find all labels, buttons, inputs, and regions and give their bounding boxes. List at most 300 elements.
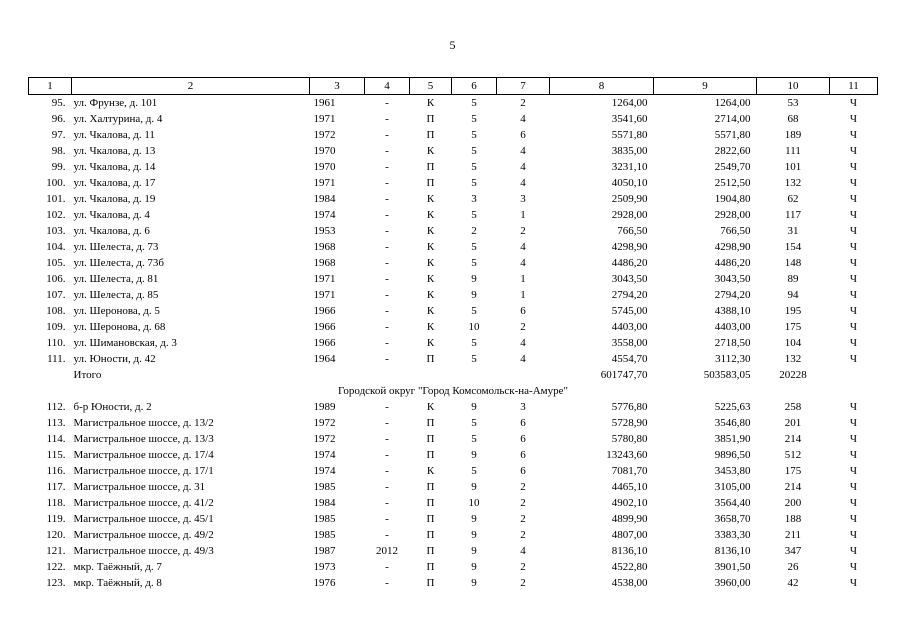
wall-material-cell: К: [426, 337, 435, 349]
category-cell: Ч: [849, 289, 858, 301]
header-cell: 11: [830, 78, 878, 95]
address-cell: Магистральное шоссе, д. 13/2: [73, 417, 214, 429]
header-cell: 10: [757, 78, 830, 95]
living-area-cell: 3564,40: [714, 497, 751, 509]
year-built-cell: 1953: [313, 225, 336, 237]
entrances-cell: 1: [520, 273, 526, 285]
row-number-cell: 110.: [46, 337, 66, 349]
total-area-cell: 5780,80: [611, 433, 648, 445]
entrances-cell: 2: [520, 497, 526, 509]
floors-cell: 5: [471, 353, 477, 365]
category-cell: Ч: [849, 401, 858, 413]
residents-cell: 101: [784, 161, 802, 173]
row-number-cell: 111.: [47, 353, 66, 365]
total-area-cell: 3558,00: [611, 337, 648, 349]
floors-cell: 5: [471, 177, 477, 189]
entrances-cell: 4: [520, 241, 526, 253]
address-cell: ул. Чкалова, д. 14: [73, 161, 156, 173]
residents-cell: 512: [784, 449, 802, 461]
year-reconstructed-cell: -: [385, 129, 389, 141]
address-cell: ул. Халтурина, д. 4: [73, 113, 163, 125]
year-built-cell: 1971: [313, 113, 336, 125]
year-reconstructed-cell: 2012: [376, 545, 398, 557]
floors-cell: 5: [471, 209, 477, 221]
entrances-cell: 2: [520, 97, 526, 109]
row-number-cell: 103.: [46, 225, 66, 237]
floors-cell: 5: [471, 145, 477, 157]
wall-material-cell: П: [426, 449, 435, 461]
category-cell: Ч: [849, 273, 858, 285]
total-area-cell: 3835,00: [611, 145, 648, 157]
header-cell: 2: [72, 78, 310, 95]
entrances-cell: 2: [520, 321, 526, 333]
year-built-cell: 1970: [313, 145, 336, 157]
year-reconstructed-cell: -: [385, 449, 389, 461]
category-cell: Ч: [849, 129, 858, 141]
table-row: [29, 207, 878, 223]
floors-cell: 5: [471, 129, 477, 141]
header-cell: 6: [452, 78, 497, 95]
year-built-cell: 1987: [313, 545, 336, 557]
row-number-cell: 119.: [46, 513, 66, 525]
year-reconstructed-cell: -: [385, 193, 389, 205]
row-number-cell: 115.: [46, 449, 66, 461]
year-reconstructed-cell: -: [385, 161, 389, 173]
year-built-cell: 1968: [313, 241, 336, 253]
floors-cell: 5: [471, 113, 477, 125]
year-built-cell: 1976: [313, 577, 336, 589]
total-area-cell: 4902,10: [611, 497, 648, 509]
total-area-cell: 4538,00: [611, 577, 648, 589]
wall-material-cell: П: [426, 417, 435, 429]
year-reconstructed-cell: -: [385, 97, 389, 109]
living-area-cell: 9896,50: [714, 449, 751, 461]
table-row: [29, 463, 878, 479]
total-entrances-cell: [497, 367, 550, 383]
entrances-cell: 2: [520, 513, 526, 525]
row-number-cell: 98.: [51, 145, 66, 157]
category-cell: Ч: [849, 193, 858, 205]
total-area-cell: 4298,90: [611, 241, 648, 253]
page-number: 5: [449, 38, 456, 52]
floors-cell: 5: [471, 465, 477, 477]
row-number-cell: 97.: [51, 129, 66, 141]
floors-cell: 10: [468, 497, 480, 509]
year-built-cell: 1973: [313, 561, 336, 573]
row-number-cell: 101.: [46, 193, 66, 205]
address-cell: Магистральное шоссе, д. 45/1: [73, 513, 214, 525]
address-cell: Магистральное шоссе, д. 41/2: [73, 497, 214, 509]
address-cell: ул. Шелеста, д. 85: [73, 289, 159, 301]
entrances-cell: 6: [520, 417, 526, 429]
total-area-cell: 4554,70: [611, 353, 648, 365]
wall-material-cell: К: [426, 401, 435, 413]
table-row: [29, 575, 878, 591]
entrances-cell: 6: [520, 433, 526, 445]
row-number-cell: 113.: [46, 417, 66, 429]
table-row: [29, 127, 878, 143]
floors-cell: 9: [471, 481, 477, 493]
entrances-cell: 4: [520, 257, 526, 269]
residents-cell: 26: [787, 561, 799, 573]
residents-cell: 62: [787, 193, 799, 205]
floors-cell: 5: [471, 97, 477, 109]
row-number-cell: 96.: [51, 113, 66, 125]
wall-material-cell: К: [426, 225, 435, 237]
address-cell: Магистральное шоссе, д. 49/2: [73, 529, 214, 541]
year-built-cell: 1974: [313, 209, 336, 221]
residents-cell: 195: [784, 305, 802, 317]
living-area-cell: 3960,00: [714, 577, 751, 589]
year-reconstructed-cell: -: [385, 305, 389, 317]
row-number-cell: 105.: [46, 257, 66, 269]
residents-cell: 111: [785, 145, 801, 157]
address-cell: ул. Чкалова, д. 6: [73, 225, 150, 237]
year-reconstructed-cell: -: [385, 401, 389, 413]
total-area-cell: 766,50: [617, 225, 648, 237]
floors-cell: 5: [471, 257, 477, 269]
table-row: [29, 511, 878, 527]
category-cell: Ч: [849, 529, 858, 541]
address-cell: мкр. Таёжный, д. 8: [73, 577, 162, 589]
wall-material-cell: К: [426, 465, 435, 477]
total-area-cell: 2509,90: [611, 193, 648, 205]
table-row: [29, 543, 878, 559]
residents-cell: 94: [787, 289, 799, 301]
living-area-cell: 4403,00: [714, 321, 751, 333]
year-reconstructed-cell: -: [385, 241, 389, 253]
address-cell: мкр. Таёжный, д. 7: [73, 561, 162, 573]
table-row: [29, 175, 878, 191]
total-living-area-cell: 503583,05: [703, 369, 751, 381]
table-row: [29, 191, 878, 207]
year-reconstructed-cell: -: [385, 209, 389, 221]
floors-cell: 9: [471, 273, 477, 285]
floors-cell: 5: [471, 161, 477, 173]
living-area-cell: 2794,20: [714, 289, 751, 301]
entrances-cell: 6: [520, 465, 526, 477]
wall-material-cell: К: [426, 305, 435, 317]
total-row: [29, 367, 878, 383]
table-row: [29, 287, 878, 303]
entrances-cell: 6: [520, 305, 526, 317]
year-reconstructed-cell: -: [385, 497, 389, 509]
address-cell: ул. Чкалова, д. 19: [73, 193, 156, 205]
entrances-cell: 2: [520, 481, 526, 493]
header-cell: 5: [410, 78, 452, 95]
row-number-cell: 118.: [46, 497, 66, 509]
header-cell: 8: [550, 78, 654, 95]
entrances-cell: 4: [520, 353, 526, 365]
total-area-cell: 2794,20: [611, 289, 648, 301]
entrances-cell: 2: [520, 561, 526, 573]
category-cell: Ч: [849, 481, 858, 493]
wall-material-cell: П: [426, 513, 435, 525]
total-row-number-cell: [29, 367, 72, 383]
living-area-cell: 4298,90: [714, 241, 751, 253]
category-cell: Ч: [849, 145, 858, 157]
category-cell: Ч: [849, 305, 858, 317]
year-built-cell: 1985: [313, 481, 336, 493]
residents-cell: 42: [787, 577, 799, 589]
year-reconstructed-cell: -: [385, 513, 389, 525]
wall-material-cell: П: [426, 433, 435, 445]
total-category-cell: [830, 367, 878, 383]
address-cell: Магистральное шоссе, д. 31: [73, 481, 206, 493]
residents-cell: 117: [784, 209, 802, 221]
address-cell: Магистральное шоссе, д. 13/3: [73, 433, 214, 445]
section-row: [29, 383, 878, 399]
living-area-cell: 3901,50: [714, 561, 751, 573]
wall-material-cell: П: [426, 113, 435, 125]
address-cell: ул. Юности, д. 42: [73, 353, 156, 365]
residents-cell: 175: [784, 465, 802, 477]
year-built-cell: 1974: [313, 465, 336, 477]
row-number-cell: 104.: [46, 241, 66, 253]
year-built-cell: 1989: [313, 401, 336, 413]
residents-cell: 31: [787, 225, 799, 237]
row-number-cell: 102.: [46, 209, 66, 221]
total-label-cell: Итого: [73, 369, 102, 381]
residents-cell: 89: [787, 273, 799, 285]
category-cell: Ч: [849, 561, 858, 573]
row-number-cell: 122.: [46, 561, 66, 573]
table-row: [29, 479, 878, 495]
row-number-cell: 117.: [46, 481, 66, 493]
residents-cell: 214: [784, 433, 802, 445]
total-area-cell: 4403,00: [611, 321, 648, 333]
floors-cell: 9: [471, 545, 477, 557]
address-cell: ул. Шеронова, д. 68: [73, 321, 166, 333]
row-number-cell: 100.: [46, 177, 66, 189]
year-reconstructed-cell: -: [385, 529, 389, 541]
address-cell: ул. Шелеста, д. 73: [73, 241, 159, 253]
year-built-cell: 1968: [313, 257, 336, 269]
living-area-cell: 766,50: [720, 225, 751, 237]
year-built-cell: 1984: [313, 497, 336, 509]
category-cell: Ч: [849, 177, 858, 189]
category-cell: Ч: [849, 545, 858, 557]
address-cell: ул. Шелеста, д. 73б: [73, 257, 165, 269]
total-area-cell: 8136,10: [611, 545, 648, 557]
address-cell: ул. Шеронова, д. 5: [73, 305, 160, 317]
address-cell: ул. Фрунзе, д. 101: [73, 97, 158, 109]
address-cell: Магистральное шоссе, д. 17/4: [73, 449, 214, 461]
entrances-cell: 4: [520, 545, 526, 557]
wall-material-cell: К: [426, 321, 435, 333]
residents-cell: 132: [784, 353, 802, 365]
residents-cell: 211: [784, 529, 802, 541]
year-built-cell: 1966: [313, 305, 336, 317]
row-number-cell: 109.: [46, 321, 66, 333]
category-cell: Ч: [849, 321, 858, 333]
living-area-cell: 2714,00: [714, 113, 751, 125]
address-cell: Магистральное шоссе, д. 17/1: [73, 465, 214, 477]
row-number-cell: 112.: [46, 401, 66, 413]
living-area-cell: 5225,63: [714, 401, 751, 413]
total-area-cell: 2928,00: [611, 209, 648, 221]
residents-cell: 154: [784, 241, 802, 253]
housing-table: [28, 77, 878, 591]
address-cell: Магистральное шоссе, д. 49/3: [73, 545, 214, 557]
category-cell: Ч: [849, 337, 858, 349]
header-cell: 9: [654, 78, 757, 95]
year-reconstructed-cell: -: [385, 289, 389, 301]
floors-cell: 5: [471, 417, 477, 429]
row-number-cell: 121.: [46, 545, 66, 557]
table-row: [29, 111, 878, 127]
year-reconstructed-cell: -: [385, 417, 389, 429]
wall-material-cell: П: [426, 161, 435, 173]
table-row: [29, 527, 878, 543]
wall-material-cell: К: [426, 145, 435, 157]
year-built-cell: 1985: [313, 529, 336, 541]
year-reconstructed-cell: -: [385, 257, 389, 269]
table-row: [29, 271, 878, 287]
residents-cell: 132: [784, 177, 802, 189]
entrances-cell: 4: [520, 161, 526, 173]
total-total-area-cell: 601747,70: [600, 369, 648, 381]
year-reconstructed-cell: -: [385, 177, 389, 189]
table-row: [29, 431, 878, 447]
total-area-cell: 4522,80: [611, 561, 648, 573]
total-year-reconstructed-cell: [365, 367, 410, 383]
living-area-cell: 5571,80: [714, 129, 751, 141]
living-area-cell: 2718,50: [714, 337, 751, 349]
wall-material-cell: П: [426, 497, 435, 509]
residents-cell: 258: [784, 401, 802, 413]
living-area-cell: 2549,70: [714, 161, 751, 173]
wall-material-cell: П: [426, 177, 435, 189]
address-cell: ул. Чкалова, д. 4: [73, 209, 150, 221]
total-area-cell: 7081,70: [611, 465, 648, 477]
year-built-cell: 1972: [313, 417, 336, 429]
table-row: [29, 239, 878, 255]
total-area-cell: 4807,00: [611, 529, 648, 541]
row-number-cell: 108.: [46, 305, 66, 317]
table-row: [29, 223, 878, 239]
residents-cell: 175: [784, 321, 802, 333]
row-number-cell: 99.: [51, 161, 66, 173]
total-area-cell: 1264,00: [611, 97, 648, 109]
residents-cell: 201: [784, 417, 802, 429]
row-number-cell: 114.: [46, 433, 66, 445]
header-cell: 4: [365, 78, 410, 95]
year-reconstructed-cell: -: [385, 321, 389, 333]
floors-cell: 9: [471, 401, 477, 413]
total-area-cell: 5745,00: [611, 305, 648, 317]
total-wall-material-cell: [410, 367, 452, 383]
total-year-built-cell: [310, 367, 365, 383]
table-row: [29, 319, 878, 335]
table-row: [29, 447, 878, 463]
living-area-cell: 2928,00: [714, 209, 751, 221]
year-reconstructed-cell: -: [385, 225, 389, 237]
residents-cell: 214: [784, 481, 802, 493]
year-reconstructed-cell: -: [385, 353, 389, 365]
floors-cell: 10: [468, 321, 480, 333]
year-built-cell: 1972: [313, 433, 336, 445]
living-area-cell: 3453,80: [714, 465, 751, 477]
total-area-cell: 3541,60: [611, 113, 648, 125]
year-built-cell: 1985: [313, 513, 336, 525]
wall-material-cell: К: [426, 97, 435, 109]
entrances-cell: 2: [520, 577, 526, 589]
year-reconstructed-cell: -: [385, 337, 389, 349]
wall-material-cell: К: [426, 209, 435, 221]
year-built-cell: 1974: [313, 449, 336, 461]
entrances-cell: 2: [520, 225, 526, 237]
wall-material-cell: П: [426, 561, 435, 573]
year-reconstructed-cell: -: [385, 145, 389, 157]
residents-cell: 347: [784, 545, 802, 557]
year-built-cell: 1971: [313, 273, 336, 285]
category-cell: Ч: [849, 209, 858, 221]
entrances-cell: 1: [520, 289, 526, 301]
total-area-cell: 4465,10: [611, 481, 648, 493]
category-cell: Ч: [849, 257, 858, 269]
year-reconstructed-cell: -: [385, 561, 389, 573]
total-area-cell: 13243,60: [606, 449, 648, 461]
year-built-cell: 1966: [313, 337, 336, 349]
header-cell: 1: [29, 78, 72, 95]
category-cell: Ч: [849, 449, 858, 461]
entrances-cell: 4: [520, 113, 526, 125]
total-area-cell: 4899,90: [611, 513, 648, 525]
wall-material-cell: П: [426, 481, 435, 493]
category-cell: Ч: [849, 97, 858, 109]
floors-cell: 5: [471, 433, 477, 445]
category-cell: Ч: [849, 353, 858, 365]
floors-cell: 5: [471, 337, 477, 349]
living-area-cell: 2822,60: [714, 145, 751, 157]
category-cell: Ч: [849, 577, 858, 589]
year-built-cell: 1972: [313, 129, 336, 141]
category-cell: Ч: [849, 225, 858, 237]
total-area-cell: 5571,80: [611, 129, 648, 141]
row-number-cell: 120.: [46, 529, 66, 541]
wall-material-cell: П: [426, 577, 435, 589]
wall-material-cell: К: [426, 241, 435, 253]
living-area-cell: 4388,10: [714, 305, 751, 317]
living-area-cell: 1904,80: [714, 193, 751, 205]
floors-cell: 5: [471, 241, 477, 253]
residents-cell: 188: [784, 513, 802, 525]
living-area-cell: 3658,70: [714, 513, 751, 525]
entrances-cell: 3: [520, 401, 526, 413]
category-cell: Ч: [849, 113, 858, 125]
wall-material-cell: П: [426, 353, 435, 365]
living-area-cell: 3851,90: [714, 433, 751, 445]
living-area-cell: 8136,10: [714, 545, 751, 557]
residents-cell: 200: [784, 497, 802, 509]
wall-material-cell: К: [426, 289, 435, 301]
floors-cell: 9: [471, 513, 477, 525]
table-row: [29, 559, 878, 575]
address-cell: ул. Чкалова, д. 17: [73, 177, 156, 189]
living-area-cell: 2512,50: [714, 177, 751, 189]
floors-cell: 9: [471, 449, 477, 461]
total-area-cell: 5776,80: [611, 401, 648, 413]
table-row: [29, 95, 878, 112]
floors-cell: 9: [471, 561, 477, 573]
entrances-cell: 6: [520, 129, 526, 141]
floors-cell: 9: [471, 577, 477, 589]
wall-material-cell: К: [426, 273, 435, 285]
floors-cell: 9: [471, 289, 477, 301]
header-cell: 3: [310, 78, 365, 95]
wall-material-cell: К: [426, 257, 435, 269]
